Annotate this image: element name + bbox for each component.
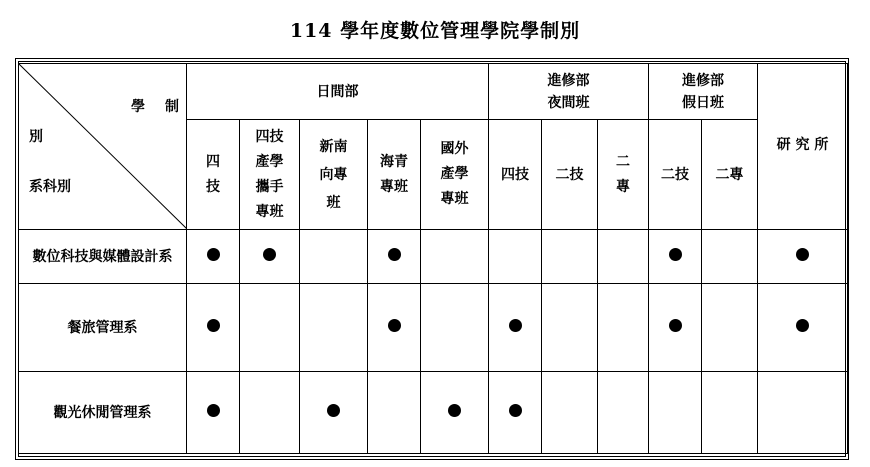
corner-label-zhi: 制 <box>165 99 179 115</box>
cell-empty <box>542 230 598 284</box>
cell-empty <box>598 372 649 454</box>
mark-dot <box>207 248 220 261</box>
cell-empty <box>542 372 598 454</box>
mark-dot <box>388 319 401 332</box>
mark-dot <box>509 319 522 332</box>
cell-mark <box>649 230 702 284</box>
cell-empty <box>598 230 649 284</box>
mark-dot <box>669 248 682 261</box>
col-header-evening-2yr-college: 二專 <box>598 120 649 230</box>
cell-empty <box>542 284 598 372</box>
mark-dot <box>327 404 340 417</box>
group-header-graduate: 研 究 所 <box>758 64 848 230</box>
col-header-weekend-2yr: 二技 <box>649 120 702 230</box>
group-header-day: 日間部 <box>187 64 489 120</box>
cell-empty <box>240 372 300 454</box>
group-evening-line1: 進修部 <box>547 72 590 89</box>
diagonal-line <box>19 64 187 229</box>
col-header-day-industry: 四技產學攜手專班 <box>240 120 300 230</box>
mark-dot <box>448 404 461 417</box>
dept-name: 觀光休閒管理系 <box>19 372 187 454</box>
cell-mark <box>240 230 300 284</box>
cell-empty <box>368 372 421 454</box>
group-evening-line2: 夜間班 <box>547 94 590 111</box>
dept-name: 餐旅管理系 <box>19 284 187 372</box>
cell-mark <box>300 372 368 454</box>
table-row <box>19 372 848 454</box>
col-header-day-4yr: 四技 <box>187 120 240 230</box>
mark-dot <box>263 248 276 261</box>
cell-empty <box>598 284 649 372</box>
cell-mark <box>758 284 848 372</box>
group-header-weekend <box>649 64 758 120</box>
group-weekend-line2: 假日班 <box>682 94 725 111</box>
mark-dot <box>796 248 809 261</box>
cell-mark <box>421 372 489 454</box>
col-header-day-new-south: 新南向專班 <box>300 120 368 230</box>
cell-empty <box>649 372 702 454</box>
cell-empty <box>702 372 758 454</box>
cell-mark <box>489 372 542 454</box>
mark-dot <box>207 319 220 332</box>
col-header-weekend-2yr-college: 二專 <box>702 120 758 230</box>
corner-label-xue: 學 <box>131 99 145 115</box>
cell-empty <box>702 230 758 284</box>
cell-empty <box>489 230 542 284</box>
col-header-day-overseas-youth: 海青專班 <box>368 120 421 230</box>
cell-mark <box>368 230 421 284</box>
group-header-evening <box>489 64 649 120</box>
program-table <box>18 63 848 454</box>
cell-empty <box>300 230 368 284</box>
corner-label-department: 系科別 <box>29 179 71 195</box>
cell-mark <box>489 284 542 372</box>
page-title: 114 學年度數位管理學院學制別 <box>289 20 581 42</box>
mark-dot <box>669 319 682 332</box>
cell-empty <box>300 284 368 372</box>
cell-empty <box>758 372 848 454</box>
cell-mark <box>649 284 702 372</box>
cell-empty <box>421 284 489 372</box>
table-row <box>19 284 848 372</box>
mark-dot <box>796 319 809 332</box>
mark-dot <box>207 404 220 417</box>
mark-dot <box>509 404 522 417</box>
cell-mark <box>758 230 848 284</box>
group-weekend-line1: 進修部 <box>682 72 725 89</box>
col-header-evening-2yr: 二技 <box>542 120 598 230</box>
cell-mark <box>187 372 240 454</box>
cell-mark <box>368 284 421 372</box>
cell-mark <box>187 230 240 284</box>
cell-mark <box>187 284 240 372</box>
col-header-day-foreign: 國外產學專班 <box>421 120 489 230</box>
table-row <box>19 230 848 284</box>
cell-empty <box>702 284 758 372</box>
mark-dot <box>388 248 401 261</box>
corner-label-bie: 別 <box>29 129 43 145</box>
corner-header-cell <box>19 64 187 230</box>
cell-empty <box>240 284 300 372</box>
dept-name: 數位科技與媒體設計系 <box>19 230 187 284</box>
col-header-evening-4yr: 四技 <box>489 120 542 230</box>
cell-empty <box>421 230 489 284</box>
